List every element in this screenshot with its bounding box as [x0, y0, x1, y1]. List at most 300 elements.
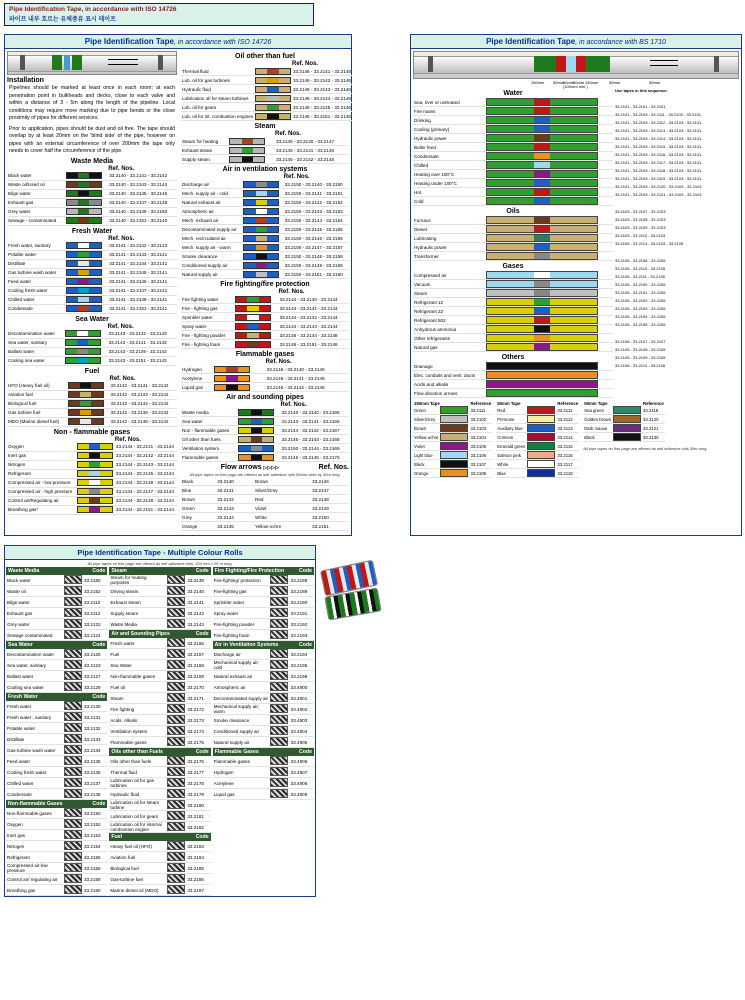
media-label: Bilge water [6, 597, 63, 608]
legend-colour-name: Yellow-ochre [414, 434, 439, 440]
table-row [109, 778, 210, 789]
roll-code: 33.2154 [83, 841, 107, 852]
legend-colour-name: Red [496, 406, 526, 415]
media-label: Sea water, sanitary [6, 660, 63, 671]
rolls-group-header: Oils other than Fuels Code [111, 749, 209, 755]
legend-ref: 33.2120 [642, 415, 665, 424]
ref-numbers: 33.2143 - 33.2142 - 33.2143 [108, 330, 177, 339]
arrow-ref-2: 33.2149 [311, 504, 349, 513]
rolls-table [6, 808, 107, 896]
roll-swatch [63, 874, 83, 885]
colour-swatch [242, 261, 283, 270]
rolls-group-header: Fire Fighting/Fire Protection Code [214, 568, 312, 574]
arrow-ref: 33.2142 [216, 495, 254, 504]
media-label: Fire-fighting powder [213, 619, 270, 630]
ref-numbers: 33.2143 - 33.2141 - 33.2166 [281, 417, 349, 426]
roll-code: 33.2183 [186, 841, 210, 852]
group-title: Flammable gases [235, 351, 295, 358]
colour-swatch [234, 331, 279, 340]
group-table [7, 166, 177, 226]
table-row [181, 365, 349, 374]
legend-table [413, 401, 492, 478]
media-label: Liquid gas [181, 383, 213, 392]
media-label: Gas turbine fuel [7, 408, 67, 417]
legend-row [496, 433, 579, 442]
roll-swatch [63, 852, 83, 863]
arrow-ref-2: 33.2148 [311, 495, 349, 504]
table-row [109, 863, 210, 874]
media-label: Fire-fighting foam [213, 630, 270, 641]
roll-code: 33.2185 [186, 863, 210, 874]
media-label: Hydrogen [213, 767, 270, 778]
media-label: Waste oil [6, 586, 63, 597]
table-row [7, 207, 177, 216]
group-table [181, 402, 349, 462]
media-label: Heating under 100°C [413, 179, 485, 188]
ref-numbers: 33.2142 - 33.2146 - 33.2142 [109, 417, 177, 426]
media-label: Conditioned supply air [213, 726, 270, 737]
media-label: Oils other than fuels [109, 756, 166, 767]
table-row [109, 822, 210, 833]
ref-numbers: 33.2142 - 33.2144 - 33.2142 [109, 399, 177, 408]
table-row [7, 478, 177, 487]
ref-numbers: 33.2150 - 33.2147 - 33.2157 [284, 243, 349, 252]
ref-numbers: 33.2146 - 33.2141 - 33.2146 [293, 68, 351, 74]
table-row [181, 85, 352, 94]
colour-swatch [237, 426, 280, 435]
ref-numbers: 33.2101 - 33.2103 - 33.2111 - 33.2103 - 33.2101 [615, 112, 701, 117]
legend-swatch [526, 460, 556, 469]
ref-numbers: 33.2150 - 33.2148 - 33.2158 [284, 252, 349, 261]
media-label: Aviation fuel [7, 390, 67, 399]
legend-row [496, 406, 579, 415]
dimension-label: 50mm [573, 80, 585, 85]
table-row [7, 382, 177, 391]
colour-swatch [485, 179, 613, 188]
colour-swatch [67, 399, 110, 408]
table-row [181, 331, 349, 340]
roll-swatch [63, 789, 83, 800]
media-label: Grey water [7, 207, 65, 216]
media-label: Fresh water , sanitary [6, 712, 63, 723]
roll-code: 33.2158 [83, 874, 107, 885]
table-row [413, 125, 613, 134]
table-row [109, 811, 210, 822]
colour-swatch [234, 322, 279, 331]
media-label: Furnace [413, 216, 485, 225]
ref-numbers: 33.2146 - 33.2142 - 33.2146 [266, 383, 349, 392]
roll-code: 33.2194 [290, 649, 314, 660]
roll-swatch [63, 575, 83, 586]
media-label: Fire - fighting gas [181, 304, 234, 313]
legend-row [413, 451, 492, 460]
roll-swatch [269, 737, 289, 748]
table-row [181, 340, 349, 349]
media-label: Oxygen [7, 443, 76, 452]
media-label: Aviation fuel [109, 852, 166, 863]
media-label: Decontamination water [7, 330, 64, 339]
legend-swatch [439, 424, 469, 433]
table-row [413, 307, 613, 316]
arrow-ref-2: 33.2147 [311, 486, 349, 495]
ref-numbers: 33.2144 - 33.2146 - 33.2144 [115, 478, 177, 487]
media-label: Fire - fighting foam [181, 340, 234, 349]
media-label: Fire fighting water [181, 295, 234, 304]
media-label: Refrigerant 22 [413, 307, 485, 316]
ref-header: Ref. Nos. [292, 61, 319, 67]
media-label: Condensate [6, 789, 63, 800]
media-label: Fresh water [109, 638, 166, 649]
colour-swatch [65, 180, 109, 189]
table-row [7, 198, 177, 207]
colour-swatch [234, 304, 279, 313]
rolls-group-header: Fresh Water Code [8, 694, 106, 700]
roll-swatch [166, 737, 186, 748]
installation-p2: Prior to application, pipes should be dust and oil free. The tape should overlap by at least 20mm on the 'blind side' of the pipe, however on pipes with an external circumference of over 200mm the tape only needs to cover half the circumference of the pipe. [9, 125, 175, 155]
table-row [413, 116, 613, 125]
colour-swatch [485, 197, 613, 206]
table-row [109, 619, 210, 630]
roll-swatch [269, 756, 289, 767]
table-row [6, 789, 107, 800]
colour-swatch [76, 487, 115, 496]
roll-swatch [166, 800, 186, 811]
iso-middle-groups [181, 53, 349, 531]
media-label: Heavy fuel oil (HFO) [109, 841, 166, 852]
arrow-colour-label-2: Red [254, 495, 311, 504]
ref-numbers: 33.2105 - 33.2191 - 33.2105 [615, 290, 666, 295]
ref-numbers: 33.2146 - 33.2141 - 33.2146 [266, 374, 349, 383]
table-row [413, 170, 613, 179]
ref-numbers: 33.2150 - 33.2145 - 33.2155 [284, 225, 349, 234]
table-row [6, 682, 107, 693]
colour-swatch [64, 338, 108, 347]
table-row [213, 789, 314, 800]
media-label: Breathing gas* [7, 505, 76, 514]
colour-swatch [234, 313, 279, 322]
roll-swatch [166, 789, 186, 800]
media-label: Gas turbine wash water [7, 268, 65, 277]
roll-swatch [63, 863, 83, 874]
legend-ref: 33.2119 [642, 406, 665, 415]
group-title: Fuel [84, 367, 100, 375]
dimension-label: 50mm [649, 80, 661, 85]
colour-swatch [485, 161, 613, 170]
table-row [7, 277, 177, 286]
table-row [7, 451, 177, 460]
media-label: Diesel [413, 225, 485, 234]
legend-swatch [526, 424, 556, 433]
legend-header-ref: Reference [642, 401, 664, 406]
ref-numbers: 33.2146 - 33.2144 - 33.2146 [293, 95, 351, 101]
media-label: Lubrication oil for gas turbines [109, 778, 166, 789]
roll-code: 33.2131 [83, 712, 107, 723]
media-label: Fresh water [6, 701, 63, 712]
colour-swatch [67, 390, 110, 399]
table-row [181, 76, 352, 85]
colour-swatch [242, 252, 283, 261]
table-row [181, 261, 349, 270]
colour-swatch [64, 347, 108, 356]
media-label: Spray water [181, 322, 234, 331]
media-label: Lub. oil for gas turbines [181, 76, 254, 85]
roll-swatch [166, 608, 186, 619]
ref-numbers: 33.2145 - 33.2141 - 33.2146 [275, 146, 349, 155]
rolls-group-header: Air in Ventilation Systems Code [214, 642, 312, 648]
legend-ref: 33.2104 [469, 433, 492, 442]
colour-swatch [254, 76, 292, 85]
roll-code: 33.2142 [186, 608, 210, 619]
roll-code: 33.2190 [290, 597, 314, 608]
media-label: Distillate [6, 734, 63, 745]
ref-numbers: 33.2146 - 33.2143 - 33.2168 [281, 435, 349, 444]
media-label: Biological fuel [109, 863, 166, 874]
table-row [181, 504, 349, 513]
table-row [7, 189, 177, 198]
group-title: Gases [502, 263, 524, 270]
legend-colour-name: White [496, 460, 526, 469]
media-label: Exhaust gas [7, 198, 65, 207]
ref-numbers: 33.2140 - 33.2151 - 33.2140 [108, 216, 177, 225]
media-label: Feed water [7, 277, 65, 286]
table-row [413, 152, 613, 161]
ref-header: Ref. Nos. [108, 165, 135, 172]
ref-numbers: 33.2141 - 33.2143 - 33.2141 [108, 250, 177, 259]
pipe-illustration-bs [413, 51, 739, 79]
arrow-colour-label: Blue [181, 486, 216, 495]
table-row [413, 271, 613, 280]
dimension-label: 150mm [585, 80, 599, 85]
colour-swatch [485, 362, 613, 371]
colour-swatch [485, 325, 613, 334]
ref-numbers: 33.2140 - 33.2149 - 33.2150 [108, 207, 177, 216]
arrow-colour-label: Orange [181, 522, 216, 531]
ref-header: Ref. Nos. [275, 131, 302, 137]
table-row [181, 522, 349, 531]
roll-code: 33.2193 [290, 630, 314, 641]
media-label: Grey water [6, 619, 63, 630]
ref-numbers: 33.2141 - 33.2142 - 33.2143 [108, 242, 177, 251]
table-row [7, 408, 177, 417]
table-row [181, 207, 349, 216]
roll-swatch [63, 701, 83, 712]
table-row [181, 322, 349, 331]
table-row [413, 334, 613, 343]
ref-numbers: 33.2103 - 33.2108 - 33.2103 [615, 217, 666, 222]
roll-code: 33.2171 [186, 693, 210, 704]
legend-ref: 33.2106 [469, 451, 492, 460]
table-row [109, 841, 210, 852]
legend-swatch [612, 424, 642, 433]
table-row [413, 188, 613, 197]
colour-swatch [485, 316, 613, 325]
ref-numbers: 33.2101 - 33.2103 - 33.2120 - 33.2103 - 33.2101 [615, 184, 702, 189]
media-label: Cooling (primary) [413, 125, 485, 134]
table-row [6, 723, 107, 734]
roll-swatch [166, 586, 186, 597]
roll-code: 33.2133 [83, 734, 107, 745]
roll-swatch [166, 874, 186, 885]
legend-row [496, 460, 579, 469]
media-label: Lub. oil for int. combustion engines [182, 113, 253, 119]
colour-swatch [485, 271, 613, 280]
media-label: Steam for heating purposes [109, 575, 166, 586]
table-row [7, 460, 177, 469]
roll-code: 33.4907 [290, 767, 314, 778]
media-label: Hot [413, 188, 485, 197]
roll-code: 33.2180 [186, 800, 210, 811]
colour-swatch [485, 125, 613, 134]
media-label: Lubrication oil for gears [109, 811, 166, 822]
group-title: Oil other than fuel [235, 53, 295, 60]
colour-swatch [485, 216, 613, 225]
dimension-label: 150mm [531, 80, 545, 85]
group-table [181, 289, 349, 349]
roll-code: 33.2182 [186, 822, 210, 833]
ref-numbers: 33.2141 - 33.2145 - 33.2141 [108, 268, 177, 277]
roll-code: 33.2132 [83, 723, 107, 734]
media-label: Ballast water [6, 671, 63, 682]
roll-code: 33.2175 [186, 737, 210, 748]
roll-code: 33.2172 [186, 704, 210, 715]
ref-numbers: 33.2105 - 33.2194 - 33.2105 [615, 314, 666, 319]
media-label: Condensate [413, 152, 485, 161]
table-row [181, 252, 349, 261]
colour-swatch [237, 453, 280, 462]
table-row [6, 701, 107, 712]
media-label: Nitrogen [6, 841, 63, 852]
media-label: Fuel [109, 649, 166, 660]
ref-numbers: 33.2141 - 33.2146 - 33.2141 [108, 277, 177, 286]
roll-code: 33.2130 [83, 701, 107, 712]
media-label: Mechanical supply air; cold [213, 660, 270, 671]
table-row [109, 852, 210, 863]
media-label: Sprinkler water [181, 313, 234, 322]
table-row [6, 745, 107, 756]
media-label: Atmospheric air [181, 207, 242, 216]
ref-numbers: 33.2150 - 33.2146 - 33.2156 [284, 234, 349, 243]
group-title: Waste Media [70, 157, 114, 165]
group-title: Fire fighting/fire protection [220, 281, 310, 288]
table-row [6, 649, 107, 660]
table-row [109, 800, 210, 811]
ref-numbers: 33.2150 - 33.2143 - 33.2153 [284, 207, 349, 216]
colour-swatch [254, 94, 292, 103]
table-row [7, 216, 177, 225]
ref-numbers: 33.2101 - 33.2103 - 33.2113 - 33.2103 - 33.2101 [615, 128, 702, 133]
roll-swatch [269, 649, 289, 660]
legend-swatch [612, 433, 642, 442]
bs-sequence-note: Use tapes in this sequence: [615, 88, 668, 93]
ref-header: Ref. Nos. [280, 402, 307, 408]
media-label: Distillate [7, 259, 65, 268]
table-row [413, 289, 613, 298]
rolls-table [109, 756, 210, 833]
code-header: Code [92, 642, 106, 648]
arrow-colour-label: Black [181, 477, 216, 486]
roll-swatch [63, 723, 83, 734]
colour-swatch [485, 252, 613, 261]
legend-colour-name: Salmon pink [496, 451, 526, 460]
ref-header: Ref. Nos. [107, 323, 134, 330]
table-row [6, 852, 107, 863]
table-row [181, 146, 349, 155]
legend-ref: 33.2108 [469, 469, 492, 478]
ref-numbers: 33.2142 - 33.2141 - 33.2142 [109, 382, 177, 391]
media-label: Sea water [181, 417, 237, 426]
media-label: Refrigerant 502 [413, 316, 485, 325]
table-row [6, 575, 107, 586]
ref-numbers: 33.2150 - 33.2151 - 33.2160 [284, 270, 349, 279]
arrow-ref: 33.2144 [216, 513, 254, 522]
ref-numbers: 33.2142 - 33.2145 - 33.2142 [109, 408, 177, 417]
group-title: Steam [254, 123, 276, 130]
colour-swatch [485, 134, 613, 143]
table-row [109, 638, 210, 649]
roll-swatch [166, 715, 186, 726]
table-row [413, 234, 613, 243]
ref-numbers: 33.2145 - 33.2151 - 33.2145 [293, 113, 351, 119]
media-label: Biological fuel [7, 399, 67, 408]
code-header: Code [299, 642, 312, 648]
media-label: Oxygen [6, 819, 63, 830]
media-label: Cooling sea water [7, 356, 64, 365]
table-row [7, 180, 177, 189]
roll-code: 33.4908 [290, 778, 314, 789]
legend-ref: 33.2116 [556, 451, 579, 460]
media-label: Refrigerant [6, 852, 63, 863]
roll-swatch [269, 693, 289, 704]
roll-swatch [166, 693, 186, 704]
table-row [181, 189, 349, 198]
colour-swatch [485, 98, 613, 107]
media-label: Spray water [213, 608, 270, 619]
table-row [181, 477, 349, 486]
ref-numbers: 33.2146 - 33.2142 - 33.2146 [293, 77, 351, 83]
media-label: Fire fighting [109, 704, 166, 715]
media-label: Cooling fresh water [7, 286, 65, 295]
media-label: Exhaust steam [181, 146, 228, 155]
colour-swatch [242, 180, 283, 189]
legend-row [583, 415, 665, 424]
media-label: Steam [413, 289, 485, 298]
legend-swatch [439, 451, 469, 460]
media-label: Breathing gas [6, 885, 63, 896]
media-label: Bilge water [7, 189, 65, 198]
rolls-table [6, 575, 107, 641]
roll-code: 33.2140 [186, 586, 210, 597]
table-row [6, 660, 107, 671]
group-table [7, 437, 177, 515]
roll-swatch [63, 671, 83, 682]
legend-ref: 33.2115 [556, 442, 579, 451]
media-label: Inert gas [7, 451, 76, 460]
media-label: Compressed air - high pressure [7, 487, 76, 496]
legend-colour-name: Crimson [496, 433, 526, 442]
roll-code: 33.2152 [83, 819, 107, 830]
colour-swatch [65, 242, 109, 251]
colour-swatch [76, 478, 115, 487]
table-row [413, 161, 613, 170]
media-label: Smoke clearance [213, 715, 270, 726]
legend-colour-name: Orange [413, 469, 439, 478]
colour-swatch [65, 250, 109, 259]
roll-swatch [166, 704, 186, 715]
legend-header-ref: Reference [557, 401, 579, 406]
colour-swatch [254, 112, 292, 121]
media-label: Natural exhaust air [213, 671, 270, 682]
ref-numbers: 33.2144 - 33.2143 - 33.2144 [279, 322, 349, 331]
